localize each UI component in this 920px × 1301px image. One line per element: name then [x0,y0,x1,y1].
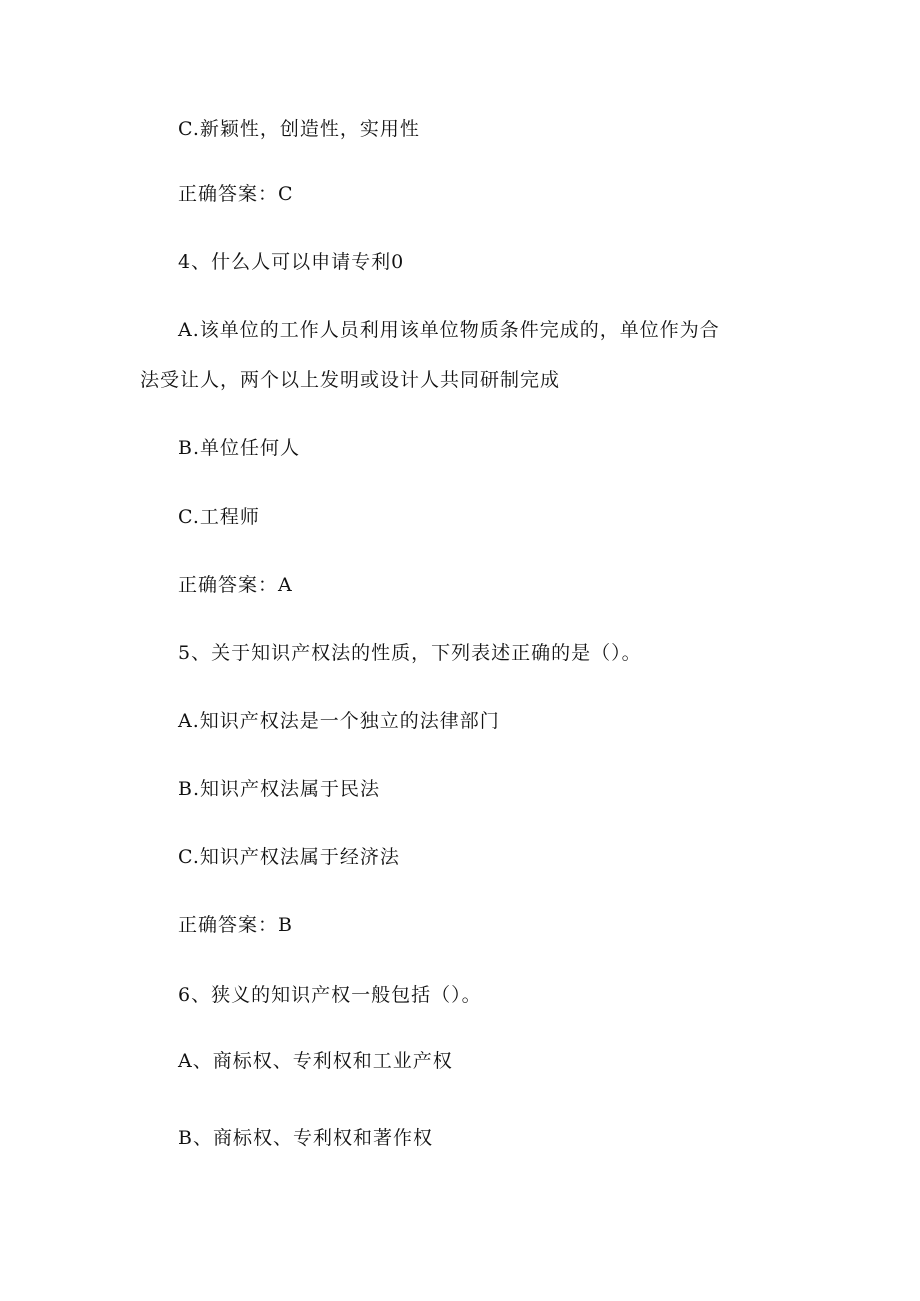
q4-option-c: C.工程师 [178,506,260,528]
q5-question: 5、关于知识产权法的性质，下列表述正确的是（）。 [178,642,642,664]
q6-option-b: B、商标权、专利权和著作权 [178,1127,433,1149]
q4-answer: 正确答案：A [178,574,293,596]
q4-option-b: B.单位任何人 [178,437,301,459]
q5-option-c: C.知识产权法属于经济法 [178,846,400,868]
q6-option-a: A、商标权、专利权和工业产权 [178,1050,453,1072]
q4-option-a-line1: A.该单位的工作人员利用该单位物质条件完成的，单位作为合 [178,319,720,341]
q4-question: 4、什么人可以申请专利0 [178,251,405,273]
q5-answer: 正确答案：B [178,914,293,936]
q4-option-a-line2: 法受让人，两个以上发明或设计人共同研制完成 [140,369,561,391]
q5-option-b: B.知识产权法属于民法 [178,778,381,800]
q3-answer: 正确答案：C [178,183,294,205]
q5-option-a: A.知识产权法是一个独立的法律部门 [178,710,500,732]
q6-question: 6、狭义的知识产权一般包括（）。 [178,984,482,1006]
q3-option-c: C.新颖性，创造性，实用性 [178,118,420,140]
